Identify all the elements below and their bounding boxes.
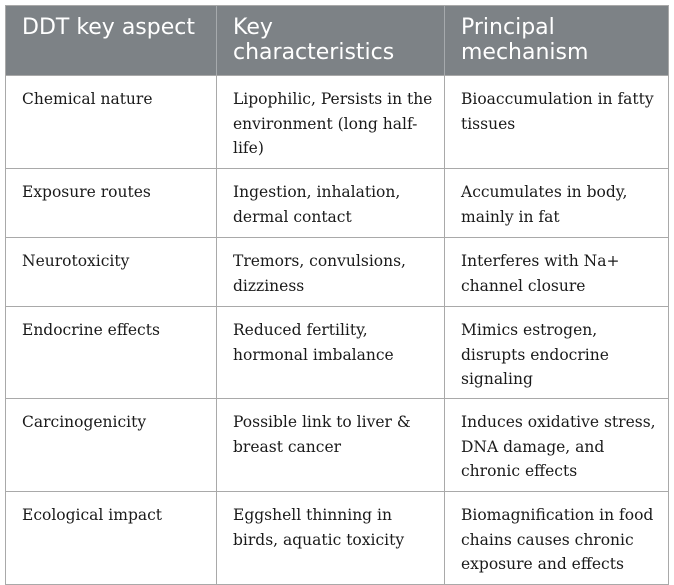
aspect-cell: Exposure routes bbox=[6, 169, 217, 237]
mechanism-cell: Interferes with Na+ channel closure bbox=[461, 252, 620, 295]
column-header-aspect: DDT key aspect bbox=[6, 6, 217, 75]
mechanism-cell: Induces oxidative stress, DNA damage, and chronic effects bbox=[461, 413, 656, 480]
mechanism-cell: Bioaccumulation in fatty tissues bbox=[461, 90, 654, 133]
table-row bbox=[6, 169, 668, 238]
table-row bbox=[6, 238, 668, 307]
table-row bbox=[6, 399, 668, 492]
characteristics-cell: Ingestion, inhalation, dermal contact bbox=[217, 169, 445, 237]
aspect-cell: Endocrine effects bbox=[6, 307, 217, 398]
characteristics-cell: Tremors, convulsions, dizziness bbox=[217, 238, 445, 306]
characteristics-cell: Eggshell thinning in birds, aquatic toxicity bbox=[217, 492, 445, 584]
aspect-cell: Ecological impact bbox=[6, 492, 217, 584]
table-row bbox=[6, 307, 668, 399]
table-row bbox=[6, 76, 668, 169]
column-header-characteristics: Key characteristics bbox=[217, 6, 445, 75]
mechanism-cell: Biomagnification in food chains causes chronic exposure and effects bbox=[461, 506, 654, 573]
aspect-cell: Chemical nature bbox=[6, 76, 217, 168]
column-header-mechanism: Principal mechanism bbox=[461, 15, 589, 65]
characteristics-cell: Reduced fertility, hormonal imbalance bbox=[217, 307, 445, 398]
characteristics-cell: Possible link to liver & breast cancer bbox=[217, 399, 445, 491]
characteristics-cell: Lipophilic, Persists in the environment (long half-life) bbox=[217, 76, 445, 168]
aspect-cell: Neurotoxicity bbox=[6, 238, 217, 306]
ddt-table bbox=[5, 5, 669, 585]
table-row bbox=[6, 492, 668, 584]
table-header-row bbox=[6, 6, 668, 76]
mechanism-cell: Accumulates in body, mainly in fat bbox=[461, 183, 628, 226]
aspect-cell: Carcinogenicity bbox=[6, 399, 217, 491]
mechanism-cell: Mimics estrogen, disrupts endocrine signaling bbox=[461, 321, 609, 388]
